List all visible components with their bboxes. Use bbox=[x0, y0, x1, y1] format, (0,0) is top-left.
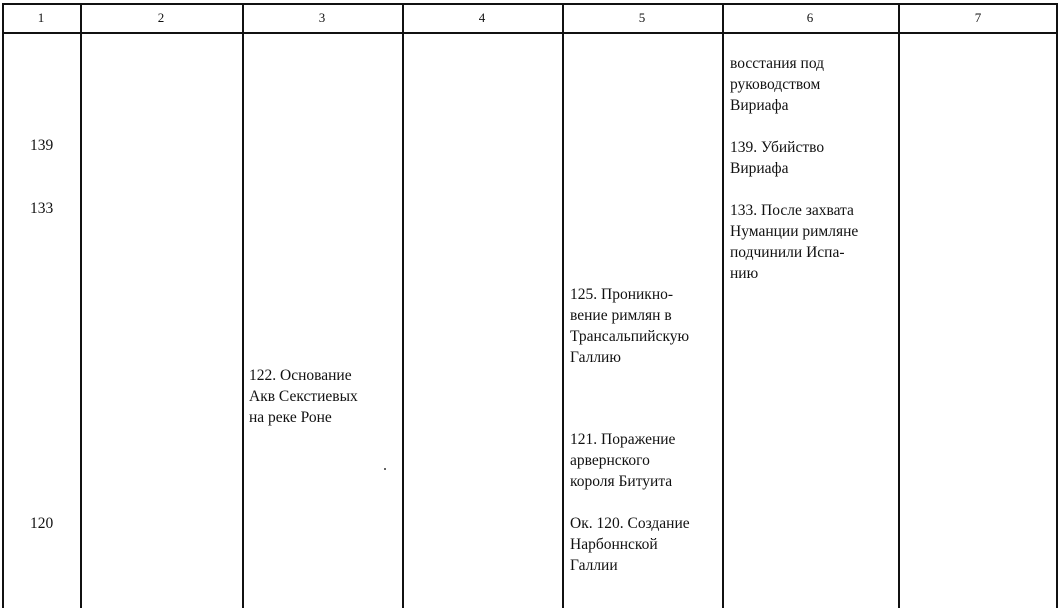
event-120-narbonensis: Ок. 120. Создание Нарбоннской Галлии bbox=[570, 515, 690, 574]
column-header-7: 7 bbox=[974, 10, 982, 25]
chronology-table bbox=[2, 3, 1058, 608]
event-viriathus-uprising-cont: восстания под руководством Вириафа bbox=[730, 55, 825, 114]
print-speck bbox=[384, 468, 386, 470]
column-border bbox=[562, 3, 564, 608]
column-header-3: 3 bbox=[318, 10, 326, 25]
event-122-aquae-sextiae: 122. Основание Акв Секстиевых на реке Роне bbox=[249, 367, 358, 426]
column-header-6: 6 bbox=[806, 10, 814, 25]
year-133: 133 bbox=[30, 200, 54, 217]
year-120: 120 bbox=[30, 515, 54, 532]
column-header-1: 1 bbox=[37, 10, 45, 25]
column-border bbox=[80, 3, 82, 608]
column-border bbox=[1056, 3, 1058, 608]
column-header-5: 5 bbox=[638, 10, 646, 25]
column-border bbox=[722, 3, 724, 608]
column-border bbox=[2, 3, 4, 608]
event-133-numantia: 133. После захвата Нуманции римляне подчинили Испа- нию bbox=[730, 202, 859, 282]
column-header-2: 2 bbox=[157, 10, 165, 25]
column-border bbox=[402, 3, 404, 608]
column-border bbox=[898, 3, 900, 608]
event-125-transalpine-gaul: 125. Проникно- вение римлян в Трансальпийскую Галлию bbox=[570, 286, 690, 366]
year-139: 139 bbox=[30, 137, 54, 154]
event-121-bituitus-defeat: 121. Поражение арвернского короля Битуита bbox=[570, 431, 676, 490]
column-border bbox=[242, 3, 244, 608]
column-header-4: 4 bbox=[478, 10, 486, 25]
event-139-viriathus-murder: 139. Убийство Вириафа bbox=[730, 139, 825, 177]
